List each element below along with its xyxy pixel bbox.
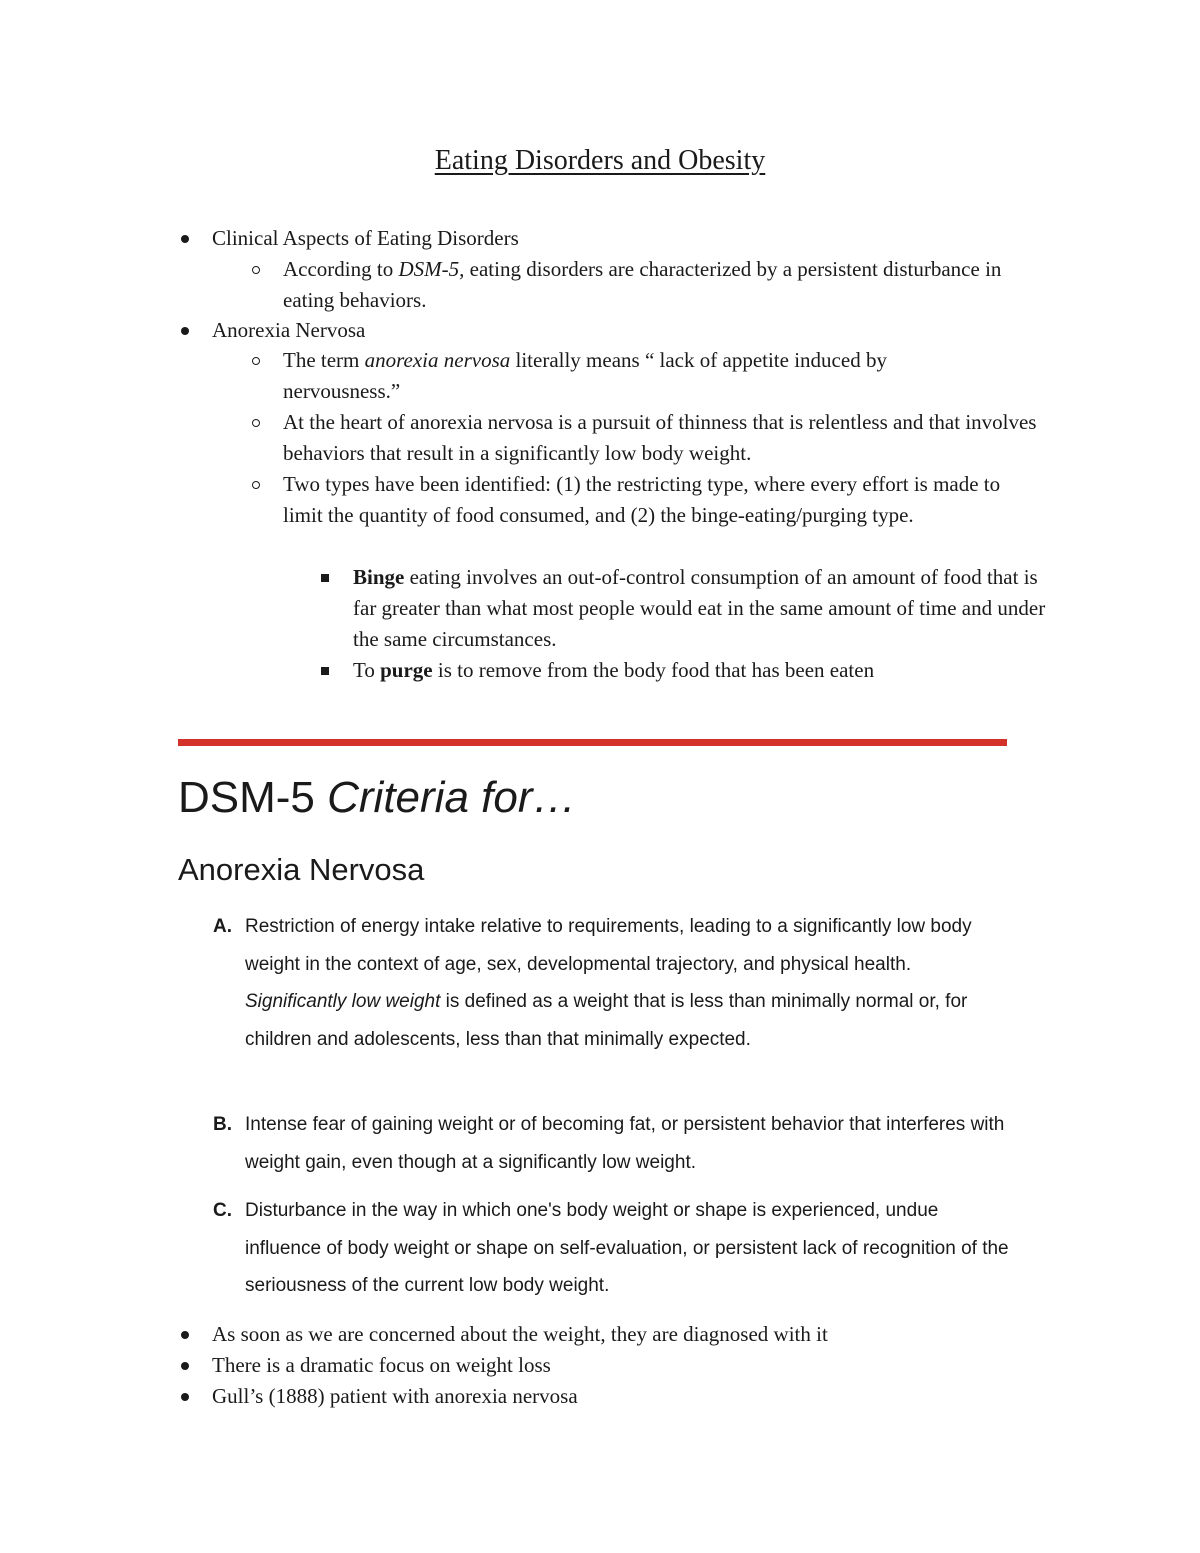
bullet-text: There is a dramatic focus on weight loss [212,1353,551,1377]
subsubbullet-purge [318,655,1063,686]
bullet-text: Anorexia Nervosa [212,318,366,342]
dsm-criteria-heading: DSM-5 Criteria for… [178,773,577,822]
subsubbullet-binge [318,562,1063,655]
subbullet-text: The term anorexia nervosa literally means “ lack of appetite induced by nervousness.” [283,348,887,403]
bullet-circle-icon [249,345,263,376]
criterion-text: Restriction of energy intake relative to requirements, leading to a significantly low body weight in the context of age, sex, developmental trajectory, and physical health. Significantly low weight is defined as a weight that is less than minimally normal or, for children and adolescents, less than that minimally expected. [245,916,972,1050]
criterion-text: Disturbance in the way in which one's body weight or shape is experienced, undue influence of body weight or shape on self-evaluation, or persistent lack of recognition of the seriousness of the current low body weight. [245,1200,1009,1296]
bullet-dot-icon [178,1350,192,1381]
criterion-letter: C. [213,1200,232,1221]
subbullet-text: According to DSM-5, eating disorders are characterized by a persistent disturbance in eating behaviors. [283,257,1002,312]
bullet-text: Clinical Aspects of Eating Disorders [212,226,519,250]
subbullet-two-types [249,469,1029,531]
subsubbullet-text: To purge is to remove from the body food that has been eaten [353,658,875,682]
bullet-weight-loss-focus [178,1350,1058,1381]
bullet-anorexia-nervosa [178,315,1058,346]
bullet-text: As soon as we are concerned about the weight, they are diagnosed with it [212,1322,828,1346]
bullet-dot-icon [178,1319,192,1350]
bullet-gull-patient [178,1381,1058,1412]
dsm-subheading: Anorexia Nervosa [178,852,425,887]
bullet-circle-icon [249,407,263,438]
subbullet-term-meaning [249,345,1009,407]
criterion-text: Intense fear of gaining weight or of becoming fat, or persistent behavior that interferes with weight gain, even though at a significantly low weight. [245,1114,1005,1173]
criterion-a [213,908,1013,1058]
subbullet-dsm5-definition [249,254,1009,316]
bullet-clinical-aspects [178,223,1058,254]
subbullet-text: At the heart of anorexia nervosa is a pursuit of thinness that is relentless and that involves behaviors that result in a significantly low body weight. [283,410,1037,465]
page-title: Eating Disorders and Obesity [434,145,766,176]
bullet-dot-icon [178,1381,192,1412]
criterion-c [213,1192,1013,1305]
subbullet-pursuit-of-thinness [249,407,1049,469]
bullet-dot-icon [178,223,192,254]
criterion-letter: A. [213,916,232,937]
bullet-diagnosed-concern [178,1319,1058,1350]
bullet-square-icon [318,655,332,686]
subbullet-text: Two types have been identified: (1) the restricting type, where every effort is made to limit the quantity of food consumed, and (2) the binge-eating/purging type. [283,472,1001,527]
criterion-letter: B. [213,1114,232,1135]
bullet-square-icon [318,562,332,593]
bullet-dot-icon [178,315,192,346]
criterion-b [213,1106,1013,1181]
bullet-text: Gull’s (1888) patient with anorexia nervosa [212,1384,578,1408]
red-divider-rule [178,739,1007,746]
bullet-circle-icon [249,469,263,500]
subsubbullet-text: Binge eating involves an out-of-control consumption of an amount of food that is far greater than what most people would eat in the same amount of time and under the same circumstances. [353,565,1046,651]
bullet-circle-icon [249,254,263,285]
